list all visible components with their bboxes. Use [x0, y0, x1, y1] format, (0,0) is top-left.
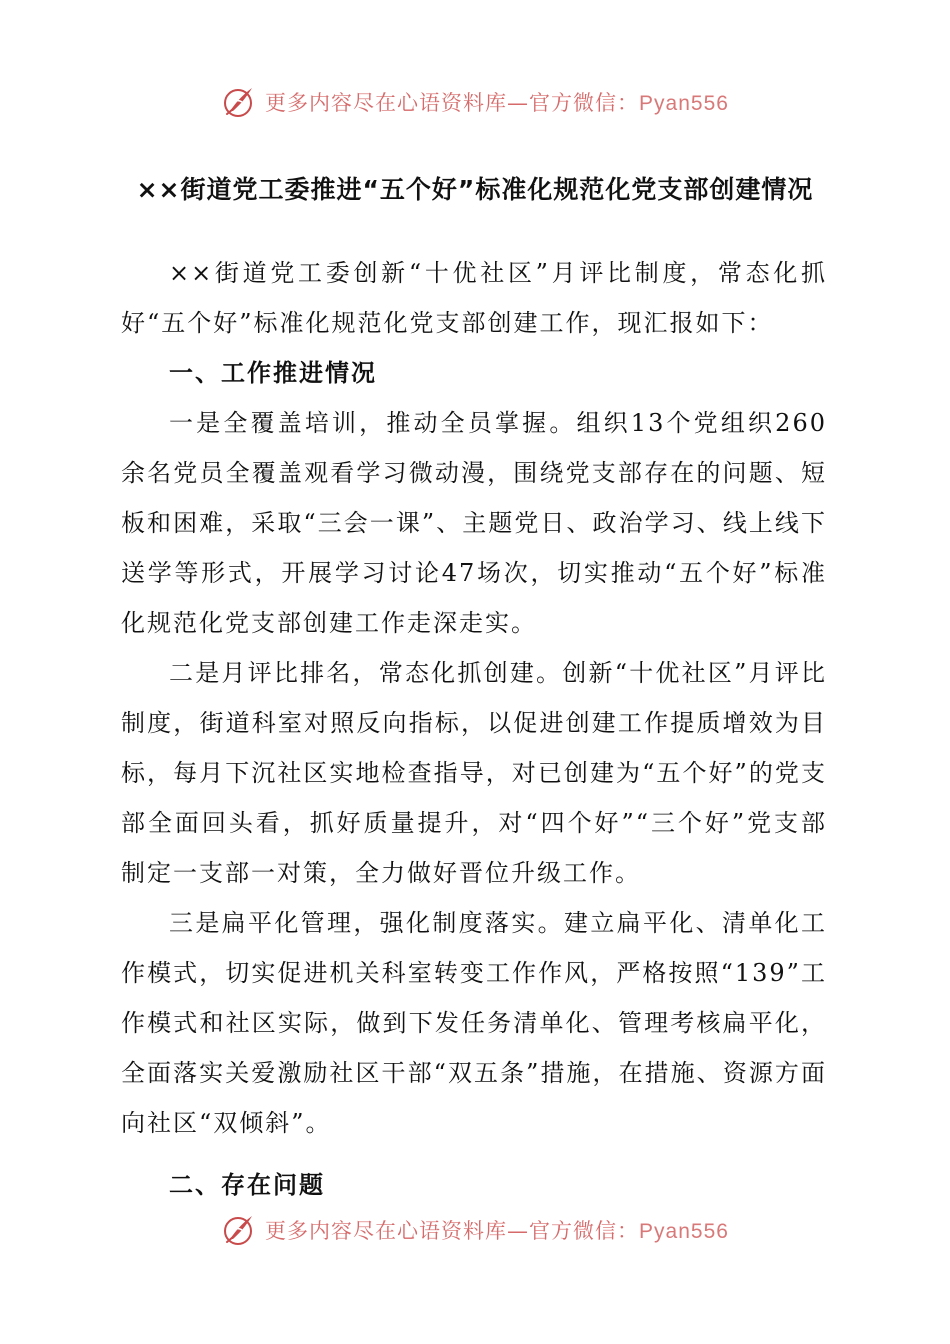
intro-paragraph: ××街道党工委创新“十优社区”月评比制度，常态化抓好“五个好”标准化规范化党支部创建工作，现汇报如下：: [121, 259, 827, 337]
document-title: ××街道党工委推进“五个好”标准化规范化党支部创建情况: [136, 175, 814, 204]
watermark-handle: Pyan556: [639, 92, 729, 115]
quill-pen-logo-icon: [221, 84, 257, 120]
watermark-handle: Pyan556: [639, 1220, 729, 1243]
paragraph-monthly-ranking: 二是月评比排名，常态化抓创建。创新“十优社区”月评比制度，街道科室对照反向指标，以促进创建工作提质增效为目标，每月下沉社区实地检查指导，对已创建为“五个好”的党支部全面回头看，抓好质量提升，对“四个好”“三个好”党支部制定一支部一对策，全力做好晋位升级工作。: [121, 659, 827, 887]
watermark-text: 更多内容尽在心语资料库—官方微信：Pyan556: [265, 1219, 729, 1243]
document-body: [121, 248, 827, 1210]
paragraph-training: 一是全覆盖培训，推动全员掌握。组织13个党组织260余名党员全覆盖观看学习微动漫，围绕党支部存在的问题、短板和困难，采取“三会一课”、主题党日、政治学习、线上线下送学等形式，开展学习讨论47场次，切实推动“五个好”标准化规范化党支部创建工作走深走实。: [121, 409, 827, 637]
quill-pen-logo-icon: [221, 1212, 257, 1248]
section-heading-problems: 二、存在问题: [169, 1171, 325, 1199]
section-heading-work-progress: 一、工作推进情况: [169, 359, 377, 387]
paragraph-flat-management: 三是扁平化管理，强化制度落实。建立扁平化、清单化工作模式，切实促进机关科室转变工作作风，严格按照“139”工作模式和社区实际，做到下发任务清单化、管理考核扁平化，全面落实关爱激励社区干部“双五条”措施，在措施、资源方面向社区“双倾斜”。: [121, 909, 827, 1137]
watermark-header: [0, 82, 950, 122]
watermark-footer: [0, 1210, 950, 1250]
watermark-text: 更多内容尽在心语资料库—官方微信：Pyan556: [265, 91, 729, 115]
